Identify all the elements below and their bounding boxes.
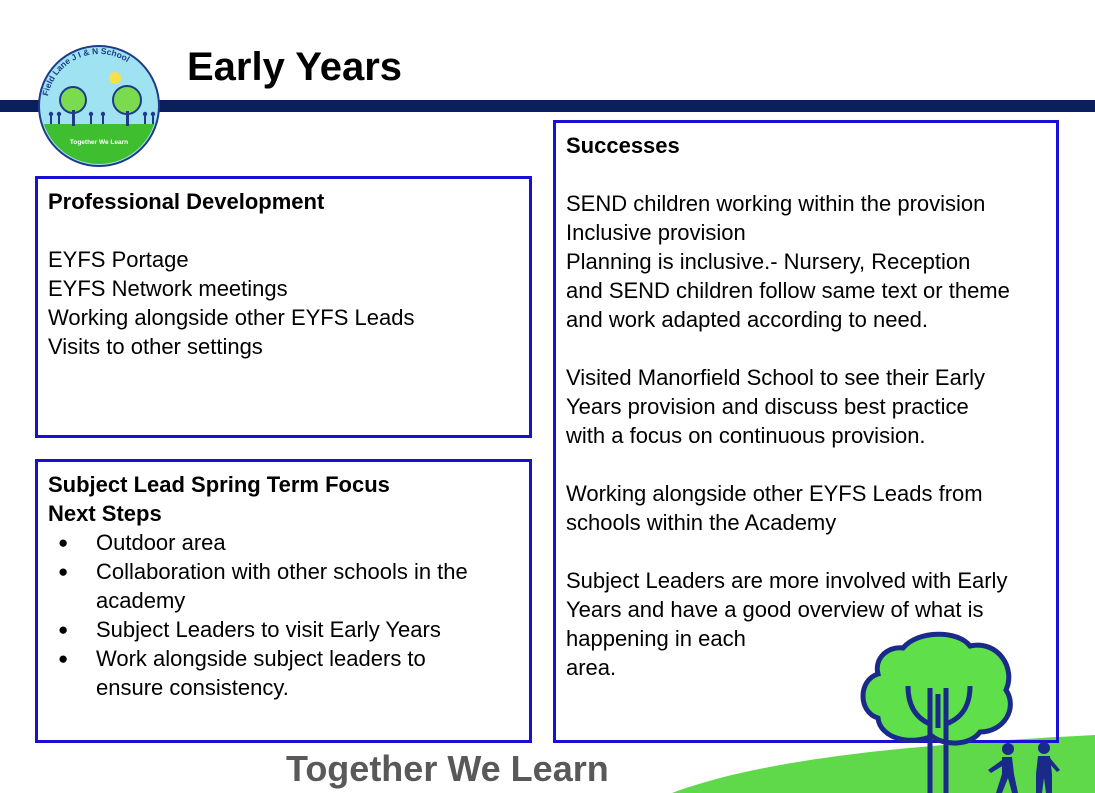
successes-line: Years provision and discuss best practice — [566, 394, 969, 419]
successes-line: and SEND children follow same text or theme — [566, 278, 1010, 303]
successes-line: Planning is inclusive.- Nursery, Reception — [566, 249, 971, 274]
spacer — [566, 537, 1046, 566]
logo-bottom-text: Together We Learn — [69, 139, 129, 146]
successes-heading: Successes — [566, 133, 680, 158]
list-item-text: ● Work alongside subject leaders to — [96, 646, 426, 671]
list-item — [48, 644, 519, 702]
pd-line: Working alongside other EYFS Leads — [48, 305, 415, 330]
footer-motto: Together We Learn — [286, 748, 609, 789]
logo-top-text: Field Lane J I & N School — [40, 45, 132, 97]
spacer — [566, 450, 1046, 479]
successes-line: Inclusive provision — [566, 220, 746, 245]
pd-line: EYFS Portage — [48, 247, 189, 272]
professional-development-box — [35, 176, 532, 438]
spacer — [566, 334, 1046, 363]
successes-line: schools within the Academy — [566, 510, 837, 535]
successes-line: SEND children working within the provision — [566, 191, 986, 216]
successes-line: area. — [566, 655, 617, 680]
list-item-text: ensure consistency. — [96, 675, 289, 700]
spacer — [566, 160, 1046, 189]
successes-line: Years and have a good overview of what is — [566, 597, 984, 622]
list-item — [48, 557, 519, 615]
pd-line: Visits to other settings — [48, 334, 263, 359]
next-steps-list — [48, 528, 519, 702]
list-item — [48, 615, 519, 644]
list-item-text: ● Collaboration with other schools in the — [96, 559, 468, 584]
successes-line: and work adapted according to need. — [566, 307, 929, 332]
spacer — [48, 216, 519, 245]
page-title: Early Years — [187, 45, 403, 89]
children-icon — [982, 740, 1062, 793]
school-logo-icon — [29, 44, 170, 169]
list-item-text: ● Outdoor area — [96, 530, 226, 555]
successes-line: Subject Leaders are more involved with Early — [566, 568, 1008, 593]
pd-line: EYFS Network meetings — [48, 276, 288, 301]
successes-line: Visited Manorfield School to see their Early — [566, 365, 986, 390]
list-item-text: ● Subject Leaders to visit Early Years — [96, 617, 441, 642]
list-item-text: academy — [96, 588, 186, 613]
next-steps-heading: Next Steps — [48, 501, 162, 526]
successes-line: with a focus on continuous provision. — [566, 423, 926, 448]
successes-line: happening in each — [566, 626, 746, 651]
list-item — [48, 528, 519, 557]
professional-development-heading: Professional Development — [48, 189, 325, 214]
focus-box — [35, 459, 532, 743]
focus-heading: Subject Lead Spring Term Focus — [48, 472, 390, 497]
successes-line: Working alongside other EYFS Leads from — [566, 481, 983, 506]
